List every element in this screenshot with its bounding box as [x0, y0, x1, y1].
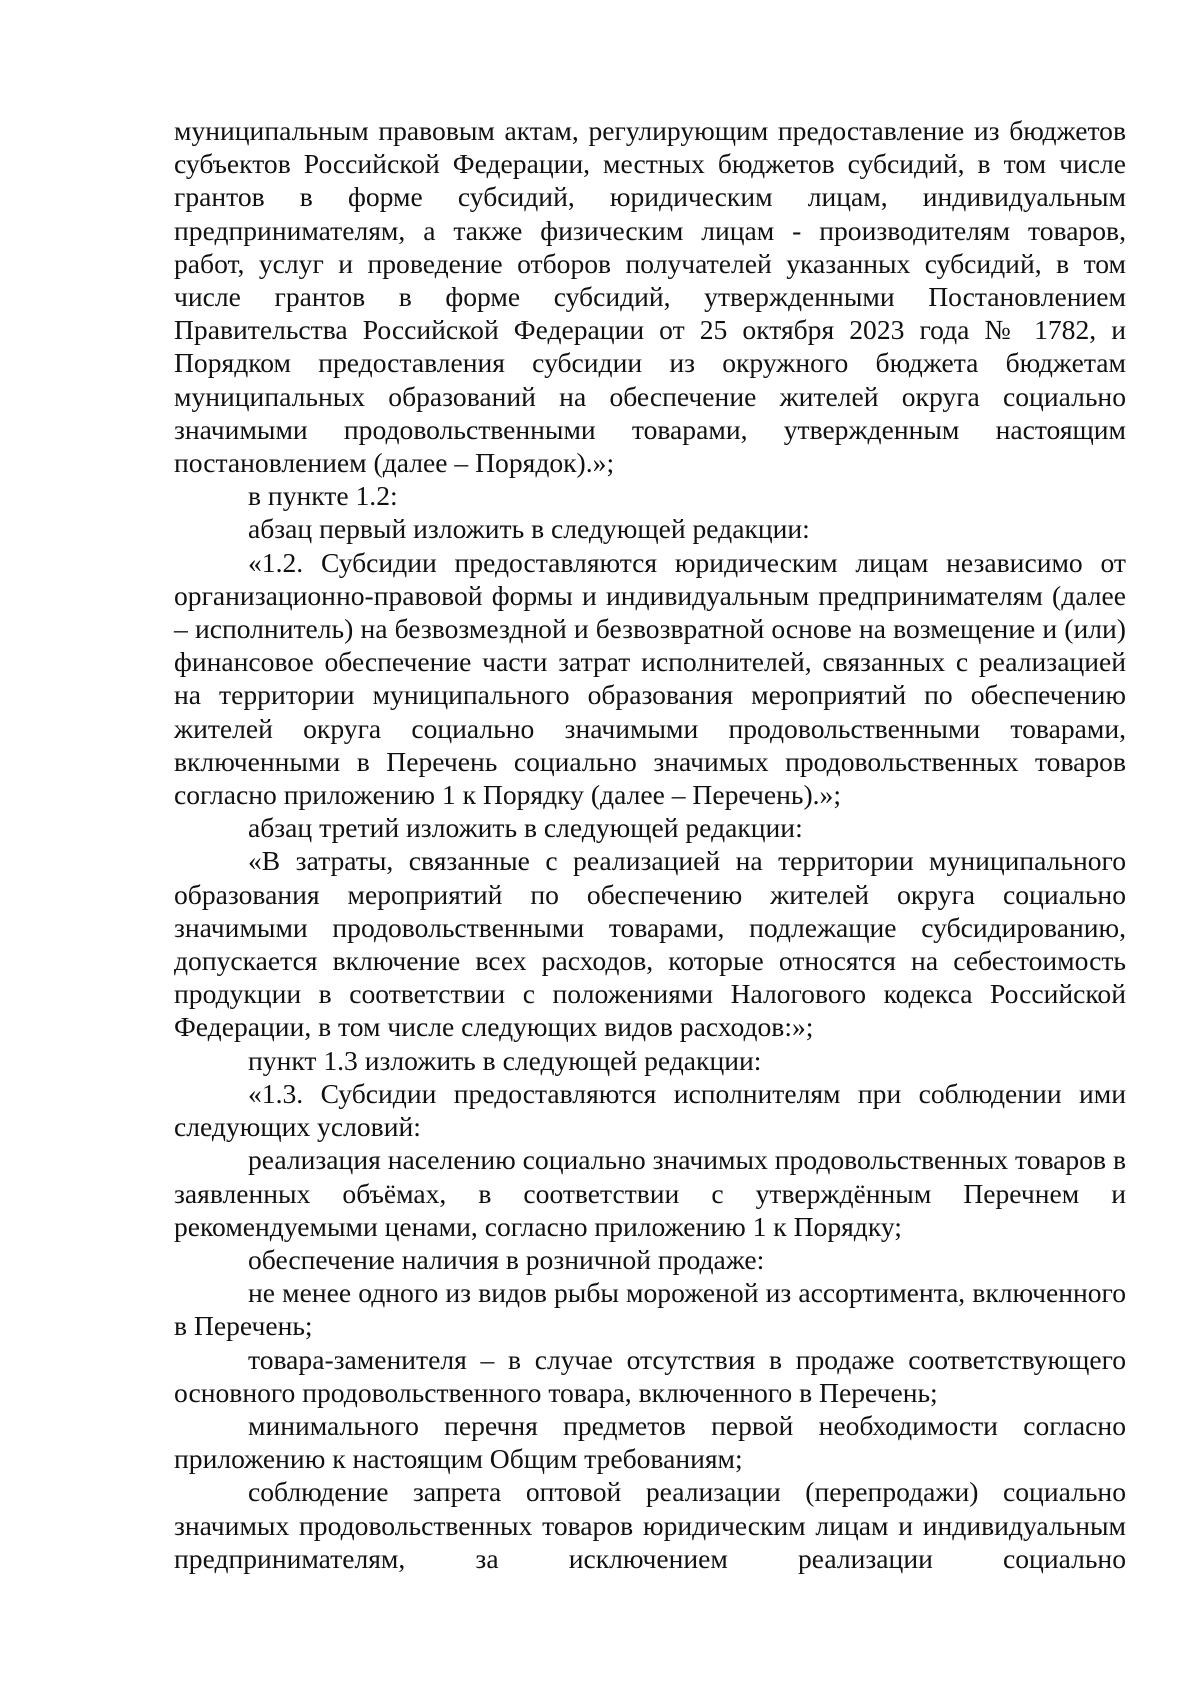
paragraph-1: муниципальным правовым актам, регулирующим предоставление из бюджетов субъектов Российской Федерации, местных бюджетов субсидий, в том числе грантов в форме субсидий, юридическим лицам, индивидуальным предпринимателям, а также физическим лицам - производителям товаров, работ, услуг и проведение отборов получателей указанных субсидий, в том числе грантов в форме субсидий, утвержденными Постановлением Правительства Российской Федерации от 25 октября 2023 года № 1782, и Порядком предоставления субсидии из окружного бюджета бюджетам муниципальных образований на обеспечение жителей округа социально значимыми продовольственными товарами, утвержденным настоящим постановлением (далее – Порядок).»;: [174, 115, 1126, 479]
paragraph-14: соблюдение запрета оптовой реализации (перепродажи) социально значимых продовольственных товаров юридическим лицам и индивидуальным предпринимателям, за исключением реализации социально: [174, 1476, 1126, 1574]
paragraph-4: «1.2. Субсидии предоставляются юридическим лицам независимо от организационно-правовой формы и индивидуальным предпринимателям (далее – исполнитель) на безвозмездной и безвозвратной основе на возмещение и (или) финансовое обеспечение части затрат исполнителей, связанных с реализацией на территории муниципального образования мероприятий по обеспечению жителей округа социально значимыми продовольственными товарами, включенными в Перечень социально значимых продовольственных товаров согласно приложению 1 к Порядку (далее – Перечень).»;: [174, 546, 1126, 811]
paragraph-5: абзац третий изложить в следующей редакции:: [248, 812, 803, 844]
paragraph-13: минимального перечня предметов первой необходимости согласно приложению к настоящим Общим требованиям;: [174, 1409, 1126, 1475]
paragraph-9: реализация населению социально значимых продовольственных товаров в заявленных объёмах, в соответствии с утверждённым Перечнем и рекомендуемыми ценами, согласно приложению 1 к Порядку;: [174, 1144, 1126, 1242]
paragraph-3: абзац первый изложить в следующей редакции:: [248, 513, 810, 545]
document-page: [174, 114, 1126, 1575]
paragraph-8: «1.3. Субсидии предоставляются исполнителям при соблюдении ими следующих условий:: [174, 1077, 1126, 1143]
paragraph-7: пункт 1.3 изложить в следующей редакции:: [248, 1044, 762, 1076]
paragraph-2: в пункте 1.2:: [248, 480, 398, 512]
paragraph-10: обеспечение наличия в розничной продаже:: [248, 1243, 765, 1275]
paragraph-6: «В затраты, связанные с реализацией на территории муниципального образования мероприятий по обеспечению жителей округа социально значимыми продовольственными товарами, подлежащие субсидированию, допускается включение всех расходов, которые относятся на себестоимость продукции в соответствии с положениями Налогового кодекса Российской Федерации, в том числе следующих видов расходов:»;: [174, 845, 1126, 1043]
paragraph-11: не менее одного из видов рыбы мороженой из ассортимента, включенного в Перечень;: [174, 1277, 1126, 1342]
paragraph-12: товара-заменителя – в случае отсутствия в продаже соответствующего основного продовольственного товара, включенного в Перечень;: [174, 1343, 1126, 1408]
